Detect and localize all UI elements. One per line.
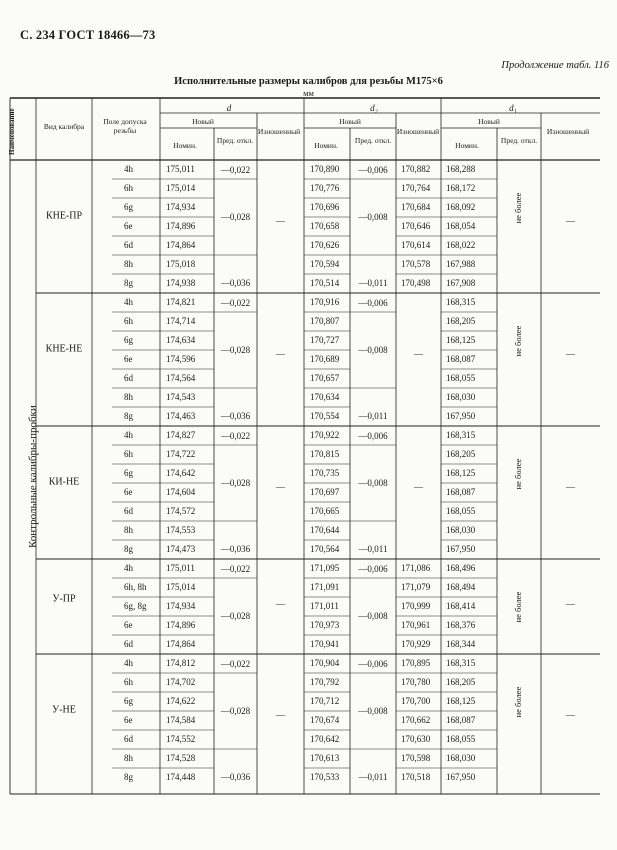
tolerance-field: 6d: [124, 240, 133, 250]
d-deviation: —0,028: [220, 345, 251, 355]
d1-nominal: 167,950: [446, 544, 476, 554]
d-deviation: —0,028: [220, 212, 251, 222]
d1-nominal: 168,054: [446, 221, 476, 231]
d-deviation: —0,022: [220, 658, 251, 669]
d1-nominal: 168,125: [446, 335, 476, 345]
tolerance-field: 6g: [124, 202, 133, 212]
d1-deviation-note: не более: [513, 591, 523, 622]
tolerance-field: 6e: [124, 221, 133, 231]
d2-new-header: Новый: [339, 117, 361, 126]
tolerance-field: 4h: [124, 430, 133, 440]
d2-deviation: —0,011: [358, 544, 388, 554]
d-deviation: —0,022: [220, 297, 251, 308]
d2-deviation: —0,011: [358, 278, 388, 288]
category-label: Контрольные калибры-пробки: [27, 405, 39, 549]
d1-worn: —: [566, 598, 575, 609]
d1-nominal: 168,172: [446, 183, 476, 193]
d-nominal: 174,938: [166, 278, 196, 288]
d2-nominal: 170,792: [310, 677, 340, 687]
d2-nominal: 170,776: [310, 183, 340, 193]
d1-nominal: 168,030: [446, 753, 476, 763]
col-header-type: Вид калибра: [43, 122, 85, 131]
d2-nominal: 170,634: [310, 392, 340, 402]
d-nominal: 174,702: [166, 677, 196, 687]
d-nominal: 175,011: [166, 563, 195, 573]
d-nominal: 174,827: [166, 430, 196, 440]
d-nominal: 174,714: [166, 316, 196, 326]
d1-nominal: 168,205: [446, 449, 476, 459]
d1-worn: —: [566, 348, 575, 359]
tolerance-field: 6e: [124, 715, 133, 725]
tolerance-field: 8g: [124, 544, 133, 554]
d2-worn: 170,929: [401, 639, 431, 649]
d-nominal: 174,642: [166, 468, 196, 478]
d2-worn: 170,578: [401, 259, 431, 269]
d2-nominal: 170,554: [310, 411, 340, 421]
d1-nominal: 167,908: [446, 278, 476, 288]
d2-nominal: 170,658: [310, 221, 340, 231]
d2-worn: 170,646: [401, 221, 431, 231]
tolerance-field: 8h: [124, 525, 133, 535]
tolerance-field: 6g, 8g: [124, 601, 147, 611]
d-nominal: 174,572: [166, 506, 196, 516]
tolerance-field: 6h: [124, 183, 133, 193]
d2-deviation: —0,006: [358, 430, 388, 441]
d2-deviation: —0,008: [358, 212, 388, 222]
d-deviation: —0,036: [220, 278, 251, 288]
d2-deviation: —0,006: [358, 563, 388, 574]
d2-deviation: —0,008: [358, 478, 388, 488]
d2-dev-header: Пред. откл.: [354, 136, 392, 145]
d2-nominal: 171,091: [310, 582, 340, 592]
d-nominal: 174,864: [166, 639, 196, 649]
gauge-type: КИ-НЕ: [48, 476, 80, 488]
d1-nominal: 168,376: [446, 620, 476, 630]
tolerance-field: 8g: [124, 772, 133, 782]
d2-deviation: —0,006: [358, 297, 388, 308]
d1-nominal: 168,030: [446, 392, 476, 402]
tolerance-field: 4h: [124, 164, 133, 174]
d1-dev-header: Пред. откл.: [500, 136, 538, 145]
d2-nominal: 170,727: [310, 335, 340, 345]
d2-deviation: —0,006: [358, 658, 388, 669]
d1-deviation-note: не более: [513, 325, 523, 356]
d-deviation: —0,028: [220, 706, 251, 716]
d-nominal: 174,552: [166, 734, 196, 744]
d1-nominal: 168,315: [446, 430, 476, 440]
d-nominal: 174,934: [166, 202, 196, 212]
d2-nominal: 170,807: [310, 316, 340, 326]
d1-nominal: 168,344: [446, 639, 476, 649]
d1-nominal: 167,950: [446, 411, 476, 421]
d-nominal: 174,528: [166, 753, 196, 763]
d-nominal: 175,014: [166, 183, 196, 193]
d-new-header: Новый: [192, 117, 214, 126]
d2-worn: —: [414, 481, 423, 492]
d2-nominal: 170,533: [310, 772, 340, 782]
d2-nominal: 170,697: [310, 487, 340, 497]
d2-nominal: 170,644: [310, 525, 340, 535]
d1-nominal: 168,315: [446, 658, 476, 668]
d2-nominal: 170,815: [310, 449, 340, 459]
tolerance-field: 8g: [124, 278, 133, 288]
d2-worn: 170,999: [401, 601, 431, 611]
d-deviation: —0,022: [220, 563, 251, 574]
d1-deviation-note: не более: [513, 686, 523, 717]
d1-nominal: 168,055: [446, 506, 476, 516]
d-deviation: —0,022: [220, 430, 251, 441]
tolerance-field: 4h: [124, 658, 133, 668]
d1-nominal: 168,087: [446, 354, 476, 364]
d2-nominal: 170,689: [310, 354, 340, 364]
d-nominal: 174,622: [166, 696, 196, 706]
d1-nominal: 168,125: [446, 468, 476, 478]
d2-nominal: 170,712: [310, 696, 340, 706]
tolerance-field: 8g: [124, 411, 133, 421]
d2-nominal: 170,594: [310, 259, 340, 269]
d2-nominal: 170,564: [310, 544, 340, 554]
gauge-type: У-ПР: [52, 593, 76, 605]
d1-nominal: 168,205: [446, 316, 476, 326]
gauge-type: У-НЕ: [52, 704, 76, 716]
d1-nominal: 168,087: [446, 487, 476, 497]
d2-worn: 170,598: [401, 753, 431, 763]
tolerance-field: 6e: [124, 487, 133, 497]
d2-nominal: 170,922: [310, 430, 340, 440]
tolerance-field: 6g: [124, 696, 133, 706]
d2-worn: 170,764: [401, 183, 431, 193]
d2-nominal: 171,011: [310, 601, 339, 611]
table-unit: мм: [303, 88, 314, 98]
d-nominal: 174,634: [166, 335, 196, 345]
page-header: С. 234 ГОСТ 18466—73: [20, 28, 156, 42]
d-deviation: —0,036: [220, 772, 251, 782]
d2-deviation: —0,011: [358, 772, 388, 782]
d1-nominal: 168,494: [446, 582, 476, 592]
d-nominal: 174,543: [166, 392, 196, 402]
tolerance-field: 6d: [124, 506, 133, 516]
d-deviation: —0,022: [220, 164, 251, 175]
tolerance-field: 6g: [124, 468, 133, 478]
d1-nominal: 168,030: [446, 525, 476, 535]
d2-nominal: 170,674: [310, 715, 340, 725]
d2-nominal: 170,514: [310, 278, 340, 288]
tolerance-field: 8h: [124, 392, 133, 402]
d-worn: —: [276, 348, 285, 359]
d2-worn: 170,780: [401, 677, 431, 687]
gauge-type: КНЕ-НЕ: [45, 343, 83, 355]
d-nominal: 174,604: [166, 487, 196, 497]
d-nominal: 175,014: [166, 582, 196, 592]
d2-worn: 170,614: [401, 240, 431, 250]
d2-worn: 170,498: [401, 278, 431, 288]
d2-nominal: 170,916: [310, 297, 340, 307]
d-deviation: —0,036: [220, 544, 251, 554]
d2-nominal: 170,613: [310, 753, 340, 763]
d2-nominal: 170,735: [310, 468, 340, 478]
d2-worn: 170,518: [401, 772, 431, 782]
d2-worn: 171,086: [401, 563, 431, 573]
d-nominal: 174,864: [166, 240, 196, 250]
d2-deviation: —0,006: [358, 164, 388, 175]
d-nominal: 174,463: [166, 411, 196, 421]
d1-nominal: 168,496: [446, 563, 476, 573]
d2-worn: 170,961: [401, 620, 431, 630]
d2-worn-header: Изношенный: [396, 127, 440, 136]
d-deviation: —0,028: [220, 611, 251, 621]
d2-worn: 171,079: [401, 582, 431, 592]
table-continuation: Продолжение табл. 116: [501, 60, 609, 71]
d2-nominal: 170,904: [310, 658, 340, 668]
d2-nominal: 170,941: [310, 639, 340, 649]
d-nominal: 174,584: [166, 715, 196, 725]
d2-worn: 170,895: [401, 658, 431, 668]
tolerance-field: 4h: [124, 563, 133, 573]
d-nominal: 174,896: [166, 620, 196, 630]
d-nom-header: Номин.: [173, 141, 197, 150]
tolerance-field: 6h: [124, 677, 133, 687]
d-worn: —: [276, 481, 285, 492]
d1-nominal: 168,125: [446, 696, 476, 706]
d2-worn: 170,684: [401, 202, 431, 212]
d-nominal: 174,448: [166, 772, 196, 782]
d-dev-header: Пред. откл.: [216, 136, 254, 145]
d-nominal: 174,934: [166, 601, 196, 611]
d2-nominal: 170,657: [310, 373, 340, 383]
d-header: d: [226, 103, 232, 113]
d1-nominal: 168,022: [446, 240, 476, 250]
d2-worn: 170,700: [401, 696, 431, 706]
d1-deviation-note: не более: [513, 458, 523, 489]
d1-nominal: 168,055: [446, 734, 476, 744]
d-nominal: 174,596: [166, 354, 196, 364]
d-worn: —: [276, 598, 285, 609]
tolerance-field: 6d: [124, 734, 133, 744]
d1-nominal: 167,950: [446, 772, 476, 782]
d1-nominal: 168,315: [446, 297, 476, 307]
d1-nominal: 168,087: [446, 715, 476, 725]
d-nominal: 174,821: [166, 297, 196, 307]
d1-nominal: 168,055: [446, 373, 476, 383]
d-nominal: 174,812: [166, 658, 196, 668]
d1-new-header: Новый: [478, 117, 500, 126]
d-nominal: 175,018: [166, 259, 196, 269]
d2-worn: 170,630: [401, 734, 431, 744]
col-header-tolerance: Поле допуска резьбы: [103, 117, 147, 135]
tolerance-field: 6d: [124, 639, 133, 649]
d1-header: d₁: [509, 103, 517, 113]
d2-deviation: —0,008: [358, 706, 388, 716]
tolerance-field: 6h: [124, 449, 133, 459]
gauge-type: КНЕ-ПР: [45, 210, 83, 222]
table-title: Исполнительные размеры калибров для резьбы М175×6: [174, 76, 443, 87]
d2-deviation: —0,011: [358, 411, 388, 421]
d-nominal: 174,564: [166, 373, 196, 383]
tolerance-field: 6h: [124, 316, 133, 326]
tolerance-field: 6e: [124, 620, 133, 630]
d-deviation: —0,036: [220, 411, 251, 421]
d1-nominal: 168,092: [446, 202, 476, 212]
d-nominal: 174,896: [166, 221, 196, 231]
col-header-name: Наименование: [8, 108, 16, 156]
d-worn: —: [276, 215, 285, 226]
d1-worn: —: [566, 481, 575, 492]
d2-header: d₂: [370, 103, 378, 113]
d-nominal: 174,473: [166, 544, 196, 554]
d-nominal: 175,011: [166, 164, 195, 174]
d2-nominal: 171,095: [310, 563, 340, 573]
d-nominal: 174,553: [166, 525, 196, 535]
d2-deviation: —0,008: [358, 611, 388, 621]
d2-nominal: 170,642: [310, 734, 340, 744]
d-nominal: 174,722: [166, 449, 196, 459]
d2-nom-header: Номин.: [314, 141, 338, 150]
d1-worn: —: [566, 215, 575, 226]
tolerance-field: 6h, 8h: [124, 582, 147, 592]
d2-nominal: 170,696: [310, 202, 340, 212]
d1-nom-header: Номин.: [455, 141, 479, 150]
d-worn: —: [276, 709, 285, 720]
d-worn-header: Изношенный: [257, 127, 301, 136]
tolerance-field: 6e: [124, 354, 133, 364]
d2-worn: 170,882: [401, 164, 431, 174]
d2-worn: —: [414, 348, 423, 359]
d1-worn-header: Изношенный: [546, 127, 590, 136]
d1-worn: —: [566, 709, 575, 720]
tolerance-field: 6g: [124, 335, 133, 345]
d1-nominal: 168,288: [446, 164, 476, 174]
d2-worn: 170,662: [401, 715, 431, 725]
d2-nominal: 170,890: [310, 164, 340, 174]
d2-nominal: 170,973: [310, 620, 340, 630]
d1-nominal: 167,988: [446, 259, 476, 269]
tolerance-field: 8h: [124, 753, 133, 763]
d2-nominal: 170,665: [310, 506, 340, 516]
d2-nominal: 170,626: [310, 240, 340, 250]
d2-deviation: —0,008: [358, 345, 388, 355]
tolerance-field: 4h: [124, 297, 133, 307]
tolerance-field: 8h: [124, 259, 133, 269]
d1-nominal: 168,205: [446, 677, 476, 687]
d1-deviation-note: не более: [513, 192, 523, 223]
d-deviation: —0,028: [220, 478, 251, 488]
tolerance-field: 6d: [124, 373, 133, 383]
d1-nominal: 168,414: [446, 601, 476, 611]
